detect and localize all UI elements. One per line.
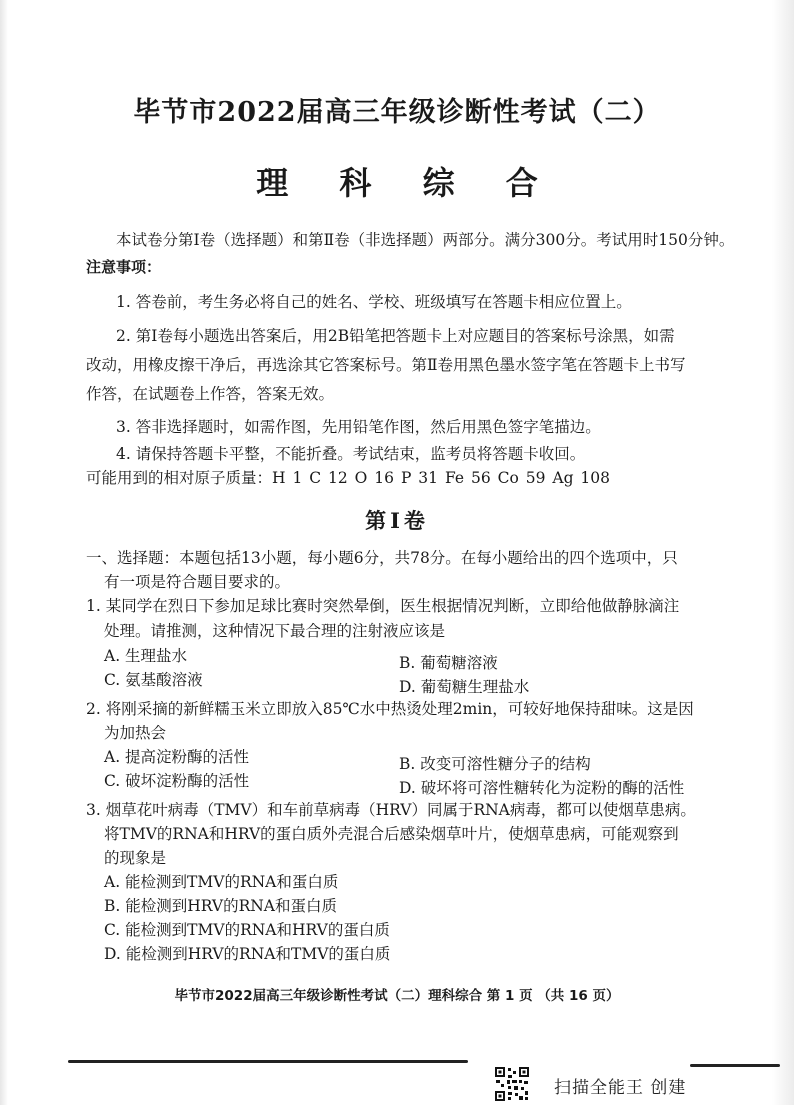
- q3-option-d: D. 能检测到HRV的RNA和TMV的蛋白质: [104, 945, 391, 963]
- q3-stem-end: 的现象是: [104, 849, 167, 867]
- q1-option-a: A. 生理盐水: [104, 647, 188, 665]
- q1-option-d: D. 葡萄糖生理盐水: [399, 678, 530, 696]
- q2-stem-cont: 为加热会: [104, 724, 167, 742]
- q2-stem: 2. 将刚采摘的新鲜糯玉米立即放入85℃水中热烫处理2min，可较好地保持甜味。这是因: [86, 700, 694, 718]
- part-1-heading: 第Ⅰ卷: [365, 508, 429, 533]
- q3-option-b: B. 能检测到HRV的RNA和蛋白质: [104, 897, 338, 915]
- q2-option-a: A. 提高淀粉酶的活性: [104, 748, 250, 766]
- exam-title: 毕节市2022届高三年级诊断性考试（二）: [133, 97, 661, 128]
- intro-text: 本试卷分第Ⅰ卷（选择题）和第Ⅱ卷（非选择题）两部分。满分300分。考试用时150分钟。: [116, 231, 735, 249]
- bottom-divider: [68, 1060, 468, 1063]
- q2-option-c: C. 破坏淀粉酶的活性: [104, 772, 250, 790]
- qr-code-icon: [494, 1066, 530, 1102]
- q1-option-c: C. 氨基酸溶液: [104, 671, 203, 689]
- notice-item-3: 3. 答非选择题时，如需作图，先用铅笔作图，然后用黑色签字笔描边。: [116, 418, 601, 436]
- q2-option-d: D. 破坏将可溶性糖转化为淀粉的酶的活性: [399, 779, 685, 797]
- q1-option-b: B. 葡萄糖溶液: [399, 654, 498, 672]
- section-instructions-cont: 有一项是符合题目要求的。: [104, 573, 291, 591]
- bottom-divider-right: [690, 1064, 780, 1067]
- notice-item-2-end: 作答，在试题卷上作答，答案无效。: [86, 385, 335, 403]
- section-instructions: 一、选择题：本题包括13小题，每小题6分，共78分。在每小题给出的四个选项中，只: [86, 549, 678, 567]
- atomic-masses: 可能用到的相对原子质量：H 1 C 12 O 16 P 31 Fe 56 Co 59 Ag 108: [86, 469, 611, 487]
- q2-option-b: B. 改变可溶性糖分子的结构: [399, 755, 591, 773]
- q3-stem: 3. 烟草花叶病毒（TMV）和车前草病毒（HRV）同属于RNA病毒，都可以使烟草患病。: [86, 801, 696, 819]
- q3-option-a: A. 能检测到TMV的RNA和蛋白质: [104, 873, 339, 891]
- notice-item-2: 2. 第Ⅰ卷每小题选出答案后，用2B铅笔把答题卡上对应题目的答案标号涂黑，如需: [116, 327, 675, 345]
- q3-stem-cont: 将TMV的RNA和HRV的蛋白质外壳混合后感染烟草叶片，使烟草患病，可能观察到: [104, 825, 679, 843]
- page-footer: 毕节市2022届高三年级诊断性考试（二）理科综合 第 1 页 （共 16 页）: [174, 988, 620, 1004]
- q1-stem-cont: 处理。请推测，这种情况下最合理的注射液应该是: [104, 622, 446, 640]
- notice-item-4: 4. 请保持答题卡平整，不能折叠。考试结束，监考员将答题卡收回。: [116, 445, 586, 463]
- notice-item-2-cont: 改动，用橡皮擦干净后，再选涂其它答案标号。第Ⅱ卷用黑色墨水签字笔在答题卡上书写: [86, 356, 686, 374]
- q1-stem: 1. 某同学在烈日下参加足球比赛时突然晕倒，医生根据情况判断，立即给他做静脉滴注: [86, 597, 680, 615]
- q3-option-c: C. 能检测到TMV的RNA和HRV的蛋白质: [104, 921, 390, 939]
- scanner-watermark: 扫描全能王 创建: [554, 1078, 687, 1098]
- notice-item-1: 1. 答卷前，考生务必将自己的姓名、学校、班级填写在答题卡相应位置上。: [116, 293, 632, 311]
- notice-title: 注意事项：: [86, 258, 162, 276]
- exam-subject: 理 科 综 合: [256, 164, 558, 202]
